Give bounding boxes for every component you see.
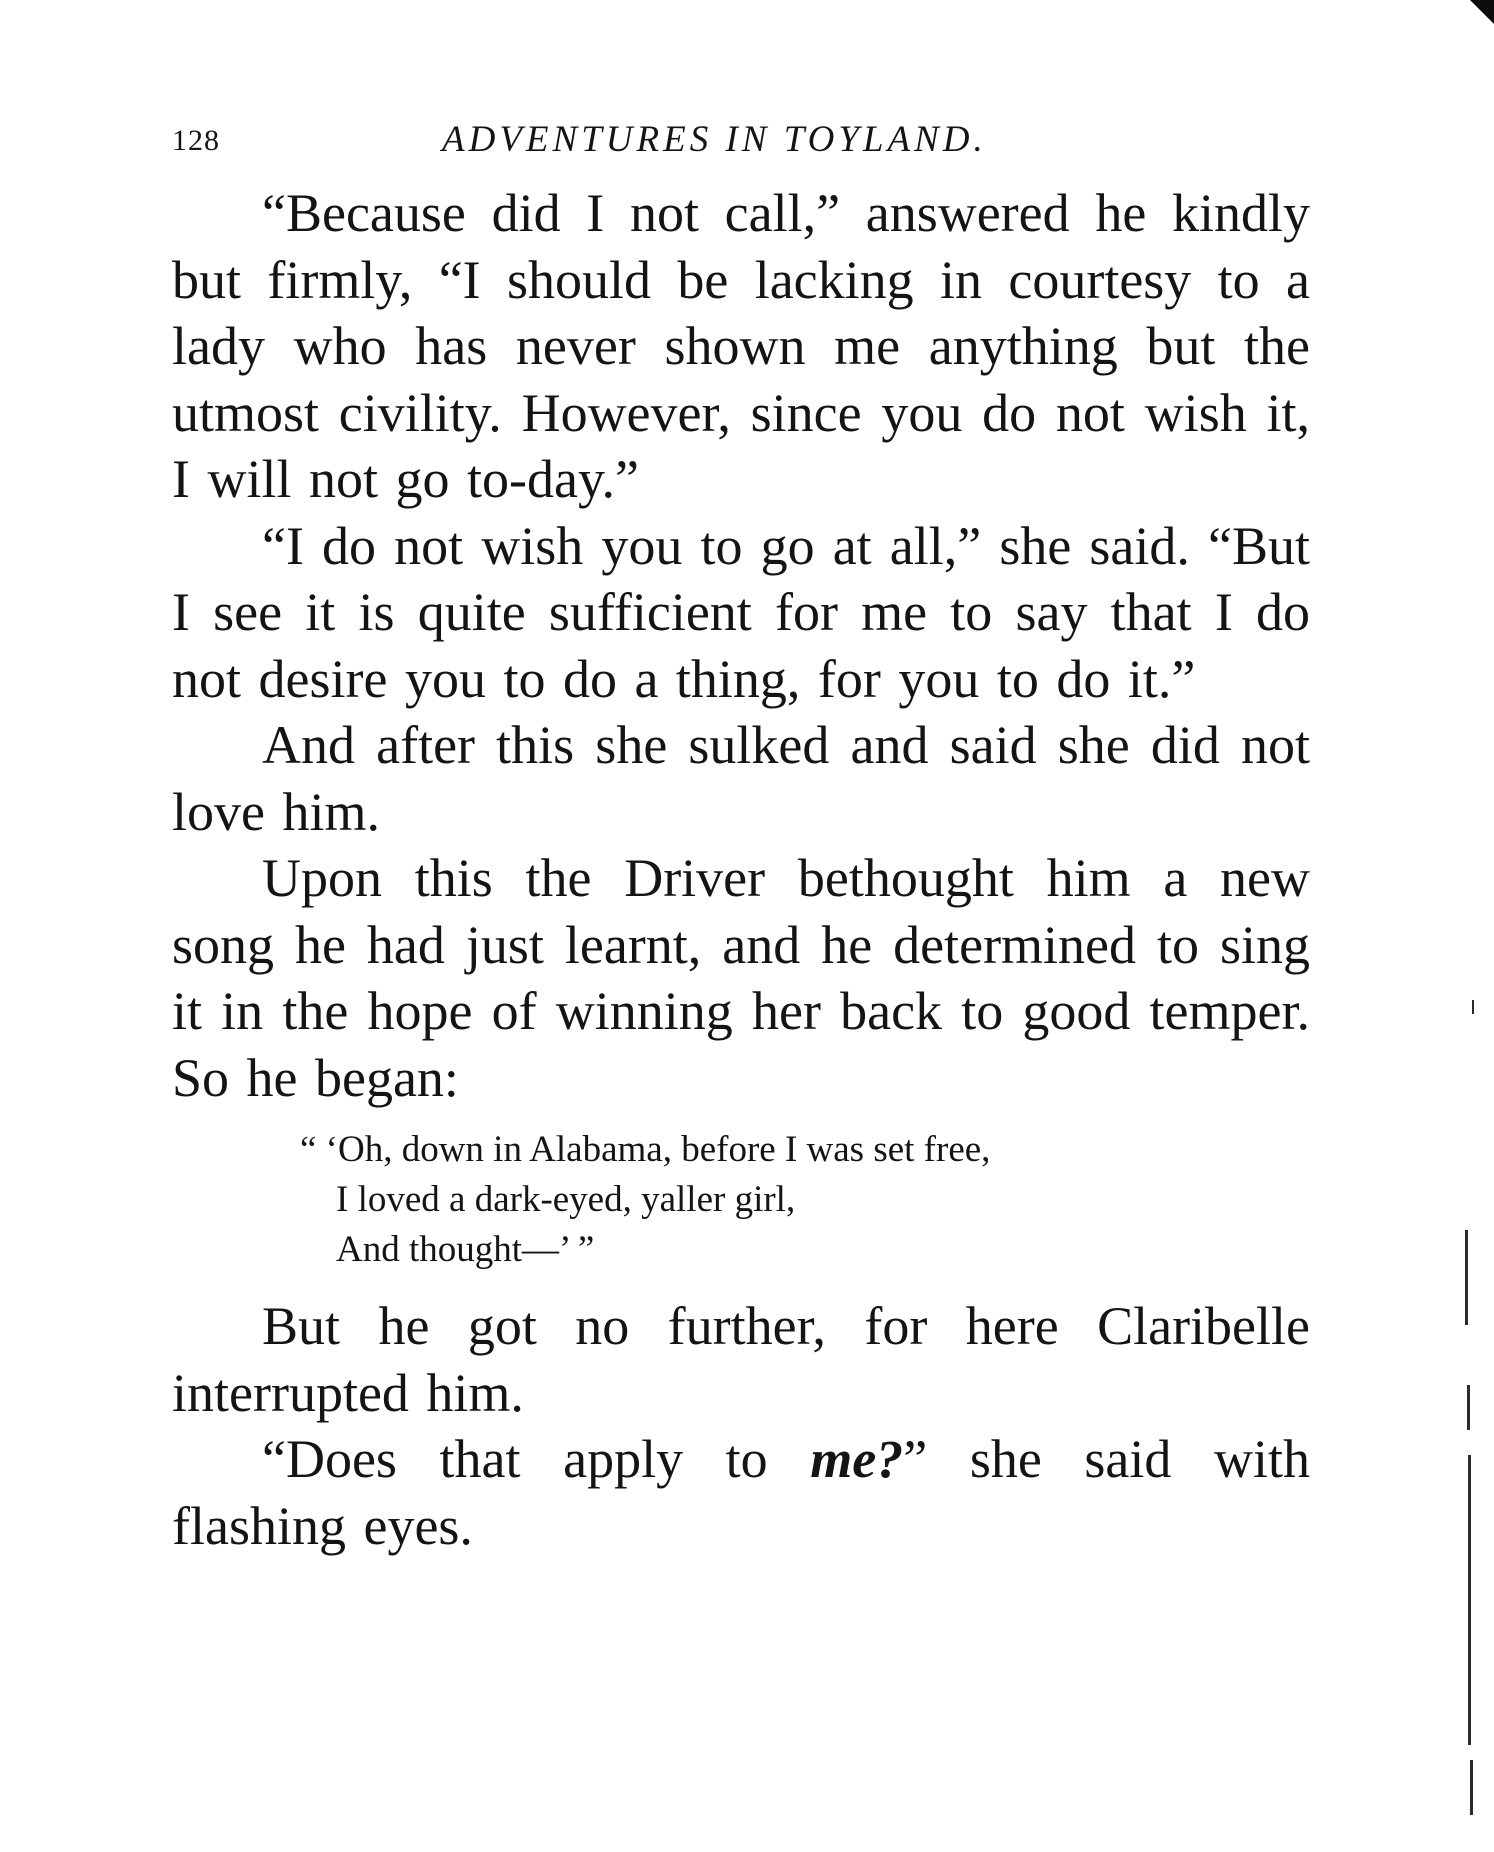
scan-bleed-mark [1467, 1385, 1470, 1430]
paragraph-3: And after this she sulked and said she did not love him. [172, 715, 1310, 842]
verse-line-2: I loved a dark-eyed, yaller girl, [336, 1179, 796, 1220]
paragraph-5: But he got no further, for here Claribelle interrupted him. [172, 1296, 1310, 1423]
scan-bleed-mark [1468, 1455, 1471, 1745]
scan-corner-mark [1470, 0, 1494, 24]
verse-line-1: “ ‘Oh, down in Alabama, before I was set free, [300, 1129, 991, 1170]
page-number: 128 [172, 124, 220, 157]
scan-bleed-mark [1470, 1760, 1473, 1815]
song-verse [172, 1125, 1310, 1275]
paragraph-6-end: ” she said with flashing eyes. [172, 1429, 1310, 1556]
paragraph-6 [172, 1426, 1310, 1559]
running-head [172, 110, 1310, 180]
book-page [172, 110, 1310, 1559]
running-title: ADVENTURES IN TOYLAND. [442, 119, 987, 160]
scan-bleed-mark [1472, 1000, 1474, 1014]
scan-bleed-mark [1465, 1230, 1468, 1325]
paragraph-4: Upon this the Driver bethought him a new song he had just learnt, and he determined to sing it in the hope of winning her back to good temper. So he began: [172, 848, 1310, 1108]
emphasized-word: me? [810, 1429, 904, 1489]
paragraph-6-start: “Does that apply to [262, 1429, 811, 1489]
paragraph-1: “Because did I not call,” answered he kindly but firmly, “I should be lacking in courtesy to a lady who has never shown me anything but the utmost civility. However, since you do not wish it, I will not go to-day.” [172, 183, 1310, 509]
verse-line-3: And thought—’ ” [336, 1229, 595, 1270]
paragraph-2: “I do not wish you to go at all,” she said. “But I see it is quite sufficient for me to say that I do not desire you to do a thing, for you to do it.” [172, 515, 1310, 709]
